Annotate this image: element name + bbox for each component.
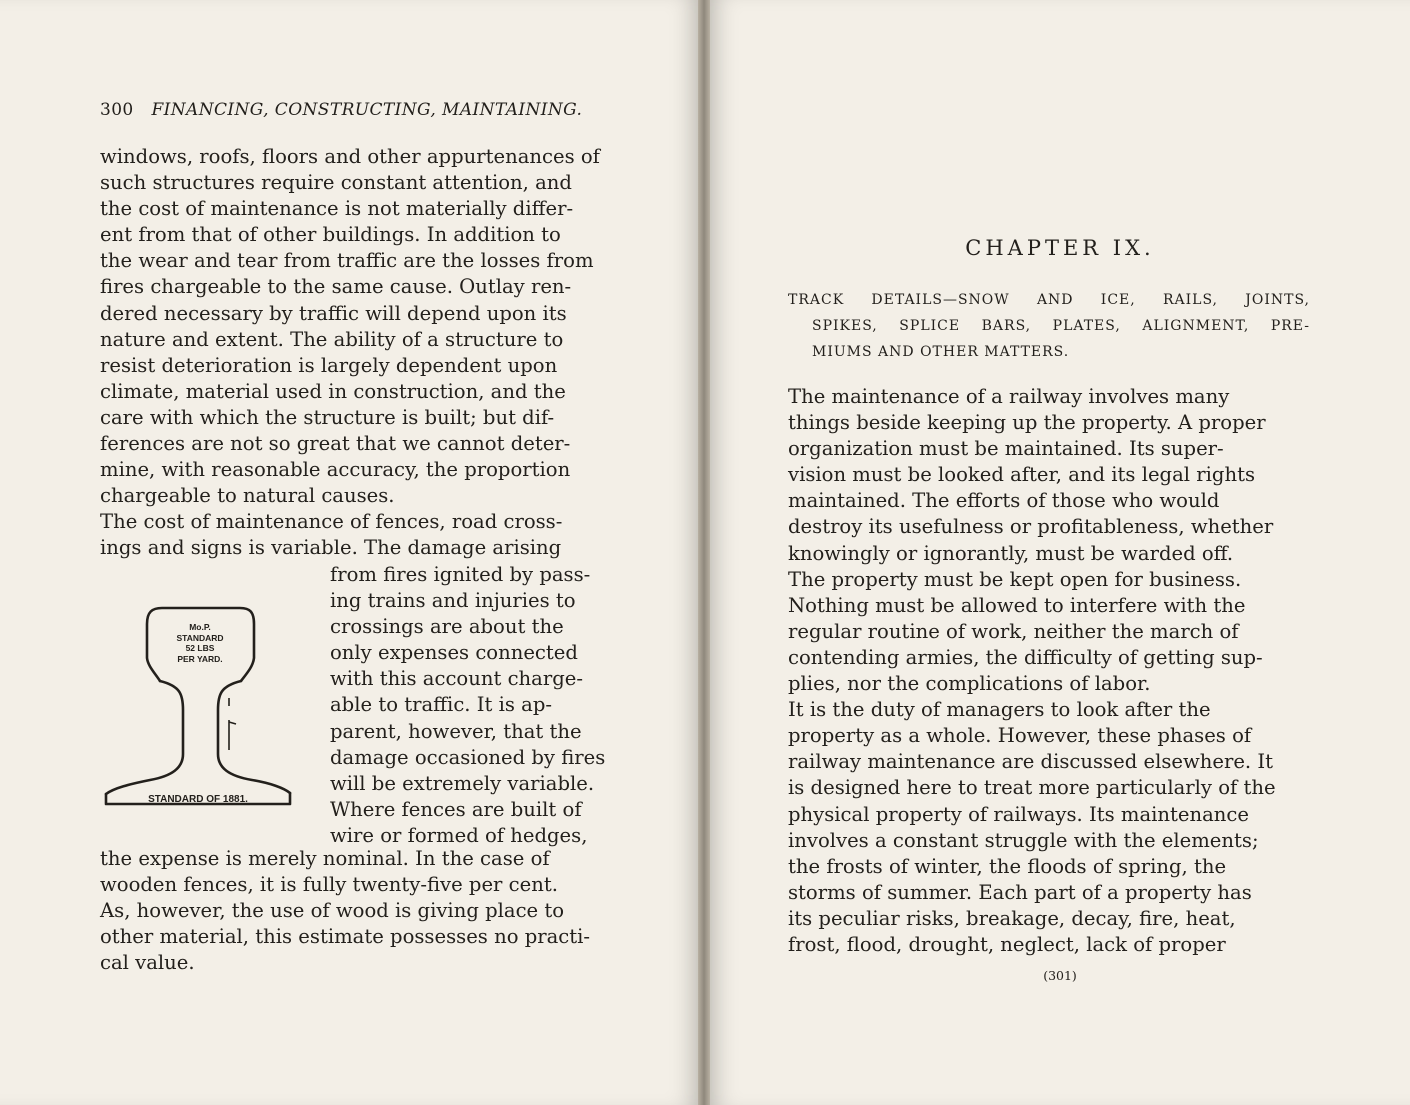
- synopsis-line: MIUMS AND OTHER MATTERS.: [812, 344, 1070, 360]
- page-number: 300: [100, 100, 134, 120]
- figure-label-line2: STANDARD: [176, 633, 224, 643]
- left-page: [0, 0, 698, 1105]
- running-head-title: FINANCING, CONSTRUCTING, MAINTAINING.: [151, 100, 583, 120]
- rail-section-figure: [100, 602, 300, 820]
- synopsis-line: TRACK DETAILS—SNOW AND ICE, RAILS, JOINTS,: [788, 292, 1310, 308]
- chapter-title: CHAPTER IX.: [965, 236, 1155, 260]
- figure-label-line4: PER YARD.: [177, 654, 223, 664]
- chapter-body-text: The maintenance of a railway involves many things beside keeping up the property. A proper organization must be maintained. Its super- vision must be looked after, and its legal rights maintained. The efforts of those who would destroy its usefulness or profitableness, whether knowingly or ignorantly, must be warded off. The property must be kept open for business. Nothing must be allowed to interfere with the regular routine of work, neither the march of contending armies, the difficulty of getting sup- plies, nor the complications of labor. It is the duty of managers to look after the property as a whole. However, these phases of railway maintenance are discussed elsewhere. It is designed here to treat more particularly of the physical property of railways. Its maintenance involves a constant struggle with the elements; the frosts of winter, the floods of spring, the storms of summer. Each part of a property has its peculiar risks, breakage, decay, fire, heat, frost, flood, drought, neglect, lack of proper: [788, 385, 1276, 956]
- running-head: [100, 100, 620, 120]
- chapter-synopsis: [788, 287, 1310, 365]
- rail-web-outline: [106, 681, 183, 794]
- body-text-wrap: from fires ignited by pass- ing trains and injuries to crossings are about the only expenses connected with this account charge- able to traffic. It is ap- parent, however, that the damage occasioned by fires will be extremely variable. Where fences are built of wire or formed of hedges,: [330, 563, 606, 847]
- figure-label-line3: 52 LBS: [185, 643, 215, 653]
- book-gutter: [698, 0, 710, 1105]
- body-text-bottom: the expense is merely nominal. In the case of wooden fences, it is fully twenty-five per cent. As, however, the use of wood is giving place to other material, this estimate possesses no practi- cal value.: [100, 847, 591, 975]
- figure-label-line1: Mo.P.: [189, 622, 211, 632]
- folio-page-number: (301): [1043, 968, 1077, 983]
- synopsis-line: SPIKES, SPLICE BARS, PLATES, ALIGNMENT, PRE-: [812, 318, 1310, 334]
- figure-caption: STANDARD OF 1881.: [148, 794, 248, 805]
- body-text-top: windows, roofs, floors and other appurtenances of such structures require constant attention, and the cost of maintenance is not materially differ- ent from that of other buildings. In addition to the wear and tear from traffic are the losses from fires chargeable to the same cause. Outlay ren- dered necessary by traffic will depend upon its nature and extent. The ability of a structure to resist deterioration is largely dependent upon climate, material used in construction, and the care with which the structure is built; but dif- ferences are not so great that we cannot deter- mine, with reasonable accuracy, the proportion chargeable to natural causes. The cost of maintenance of fences, road cross- ings and signs is variable. The damage arising: [100, 145, 600, 560]
